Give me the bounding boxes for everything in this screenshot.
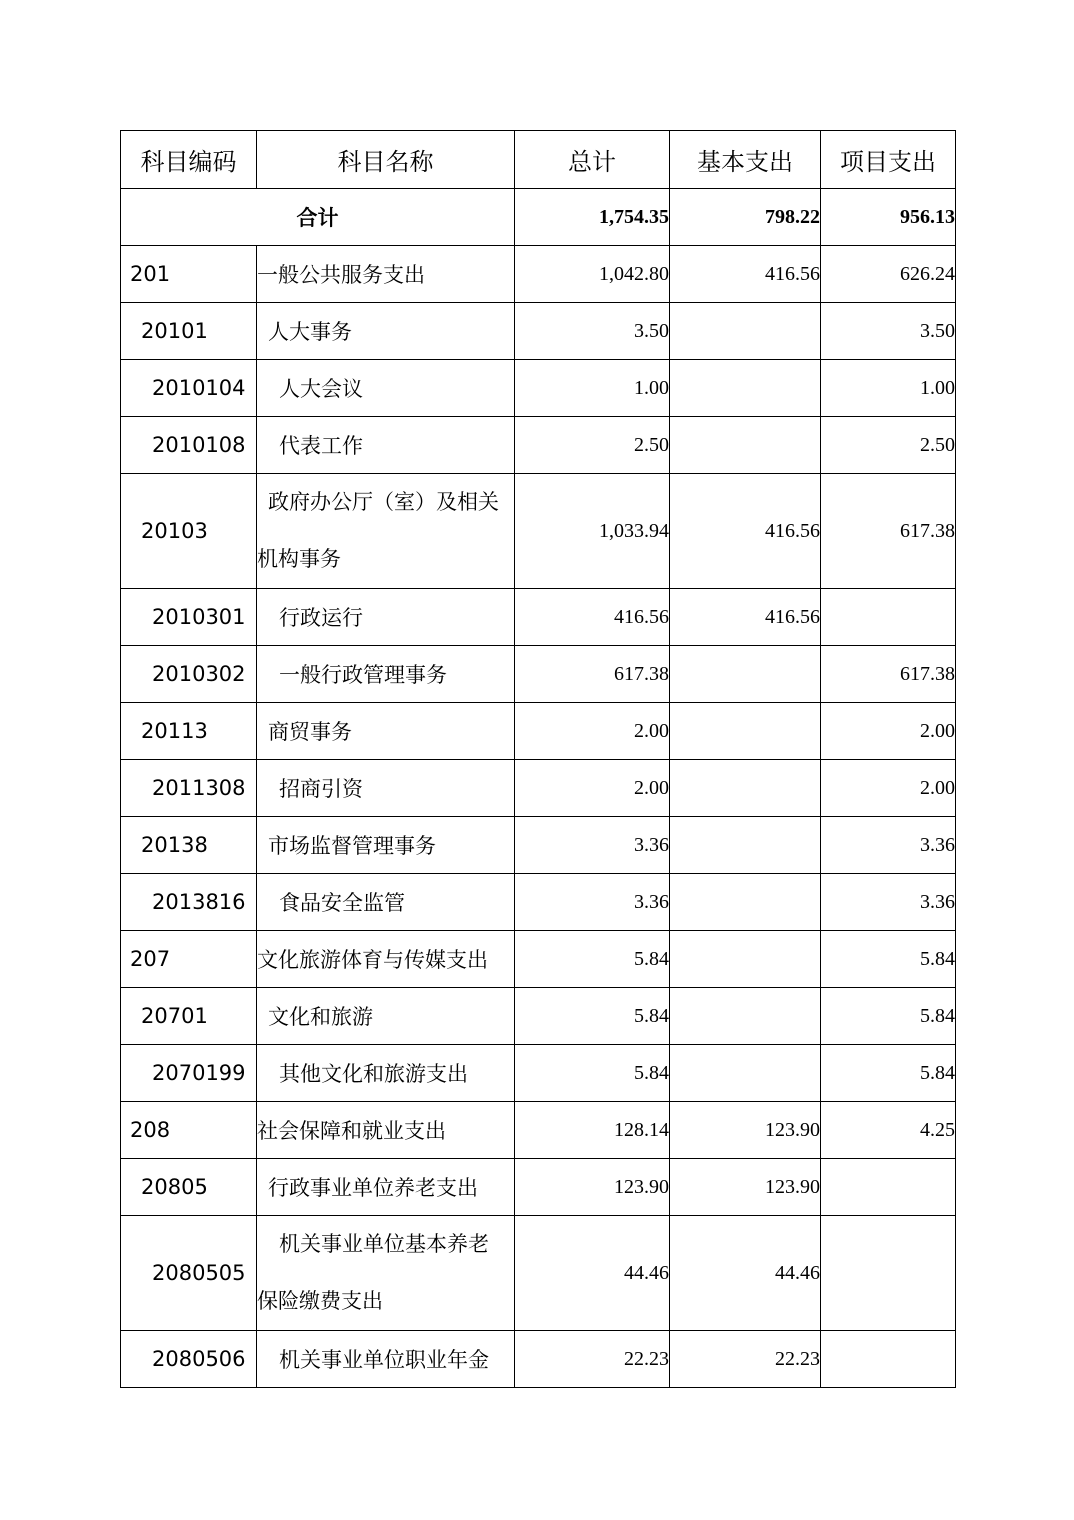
row-code: 201 <box>121 246 257 303</box>
row-project <box>821 1331 956 1388</box>
row-basic: 416.56 <box>670 474 821 589</box>
row-basic <box>670 417 821 474</box>
row-code: 2010302 <box>121 646 257 703</box>
row-code: 2010104 <box>121 360 257 417</box>
total-row <box>121 189 956 246</box>
row-code: 20103 <box>121 474 257 589</box>
row-name: 机关事业单位基本养老保险缴费支出 <box>257 1216 515 1331</box>
header-basic: 基本支出 <box>670 131 821 189</box>
header-name: 科目名称 <box>257 131 515 189</box>
table-row <box>121 1159 956 1216</box>
header-project: 项目支出 <box>821 131 956 189</box>
row-basic: 123.90 <box>670 1159 821 1216</box>
row-code: 2010108 <box>121 417 257 474</box>
row-total: 2.00 <box>515 703 670 760</box>
row-total: 1,042.80 <box>515 246 670 303</box>
row-name: 市场监督管理事务 <box>257 817 515 874</box>
table-row <box>121 817 956 874</box>
table-row <box>121 246 956 303</box>
row-total: 5.84 <box>515 988 670 1045</box>
row-code: 2070199 <box>121 1045 257 1102</box>
row-total: 5.84 <box>515 931 670 988</box>
row-project <box>821 1216 956 1331</box>
row-code: 20113 <box>121 703 257 760</box>
row-project: 4.25 <box>821 1102 956 1159</box>
row-code: 20701 <box>121 988 257 1045</box>
row-project: 3.50 <box>821 303 956 360</box>
row-basic <box>670 931 821 988</box>
table-row <box>121 1216 956 1331</box>
row-basic <box>670 303 821 360</box>
row-name: 人大会议 <box>257 360 515 417</box>
row-project <box>821 1159 956 1216</box>
table-row <box>121 988 956 1045</box>
row-basic <box>670 760 821 817</box>
row-total: 22.23 <box>515 1331 670 1388</box>
row-basic: 416.56 <box>670 246 821 303</box>
table-row <box>121 931 956 988</box>
row-code: 2080506 <box>121 1331 257 1388</box>
row-project: 2.00 <box>821 703 956 760</box>
row-name: 政府办公厅（室）及相关机构事务 <box>257 474 515 589</box>
header-total: 总计 <box>515 131 670 189</box>
row-name: 人大事务 <box>257 303 515 360</box>
budget-expenditure-table <box>120 130 956 1388</box>
row-total: 5.84 <box>515 1045 670 1102</box>
row-basic: 416.56 <box>670 589 821 646</box>
table-header-row <box>121 131 956 189</box>
row-basic: 22.23 <box>670 1331 821 1388</box>
table-row <box>121 360 956 417</box>
row-project: 5.84 <box>821 1045 956 1102</box>
table-row <box>121 874 956 931</box>
row-code: 20805 <box>121 1159 257 1216</box>
table-row <box>121 474 956 589</box>
row-total: 1.00 <box>515 360 670 417</box>
total-label: 合计 <box>121 189 515 246</box>
row-project: 626.24 <box>821 246 956 303</box>
row-code: 20101 <box>121 303 257 360</box>
row-total: 2.00 <box>515 760 670 817</box>
row-project: 3.36 <box>821 817 956 874</box>
row-basic <box>670 817 821 874</box>
row-basic <box>670 360 821 417</box>
row-code: 2013816 <box>121 874 257 931</box>
row-name: 行政事业单位养老支出 <box>257 1159 515 1216</box>
row-code: 208 <box>121 1102 257 1159</box>
row-name: 商贸事务 <box>257 703 515 760</box>
row-total: 416.56 <box>515 589 670 646</box>
row-total: 617.38 <box>515 646 670 703</box>
row-total: 3.36 <box>515 817 670 874</box>
row-code: 2010301 <box>121 589 257 646</box>
table-row <box>121 417 956 474</box>
row-project: 2.00 <box>821 760 956 817</box>
table-row <box>121 589 956 646</box>
table-row <box>121 1102 956 1159</box>
row-total: 1,033.94 <box>515 474 670 589</box>
row-project: 3.36 <box>821 874 956 931</box>
table-row <box>121 703 956 760</box>
row-name: 一般行政管理事务 <box>257 646 515 703</box>
table-row <box>121 1045 956 1102</box>
total-basic: 798.22 <box>670 189 821 246</box>
row-name: 招商引资 <box>257 760 515 817</box>
row-total: 128.14 <box>515 1102 670 1159</box>
row-basic: 123.90 <box>670 1102 821 1159</box>
table-row <box>121 760 956 817</box>
row-name: 社会保障和就业支出 <box>257 1102 515 1159</box>
row-code: 207 <box>121 931 257 988</box>
row-project: 617.38 <box>821 646 956 703</box>
row-code: 2080505 <box>121 1216 257 1331</box>
total-project: 956.13 <box>821 189 956 246</box>
row-project: 5.84 <box>821 931 956 988</box>
table-row <box>121 1331 956 1388</box>
row-project: 2.50 <box>821 417 956 474</box>
row-total: 123.90 <box>515 1159 670 1216</box>
row-name: 食品安全监管 <box>257 874 515 931</box>
table-row <box>121 303 956 360</box>
row-project: 617.38 <box>821 474 956 589</box>
row-name: 一般公共服务支出 <box>257 246 515 303</box>
row-total: 44.46 <box>515 1216 670 1331</box>
row-project <box>821 589 956 646</box>
row-project: 5.84 <box>821 988 956 1045</box>
row-name: 文化旅游体育与传媒支出 <box>257 931 515 988</box>
row-basic <box>670 988 821 1045</box>
row-total: 3.50 <box>515 303 670 360</box>
row-basic <box>670 1045 821 1102</box>
row-name: 行政运行 <box>257 589 515 646</box>
row-name: 机关事业单位职业年金 <box>257 1331 515 1388</box>
row-basic <box>670 703 821 760</box>
row-name: 其他文化和旅游支出 <box>257 1045 515 1102</box>
row-basic <box>670 646 821 703</box>
row-code: 20138 <box>121 817 257 874</box>
header-code: 科目编码 <box>121 131 257 189</box>
row-project: 1.00 <box>821 360 956 417</box>
row-name: 代表工作 <box>257 417 515 474</box>
table-row <box>121 646 956 703</box>
row-total: 2.50 <box>515 417 670 474</box>
row-name: 文化和旅游 <box>257 988 515 1045</box>
total-value: 1,754.35 <box>515 189 670 246</box>
row-basic <box>670 874 821 931</box>
row-basic: 44.46 <box>670 1216 821 1331</box>
row-total: 3.36 <box>515 874 670 931</box>
row-code: 2011308 <box>121 760 257 817</box>
